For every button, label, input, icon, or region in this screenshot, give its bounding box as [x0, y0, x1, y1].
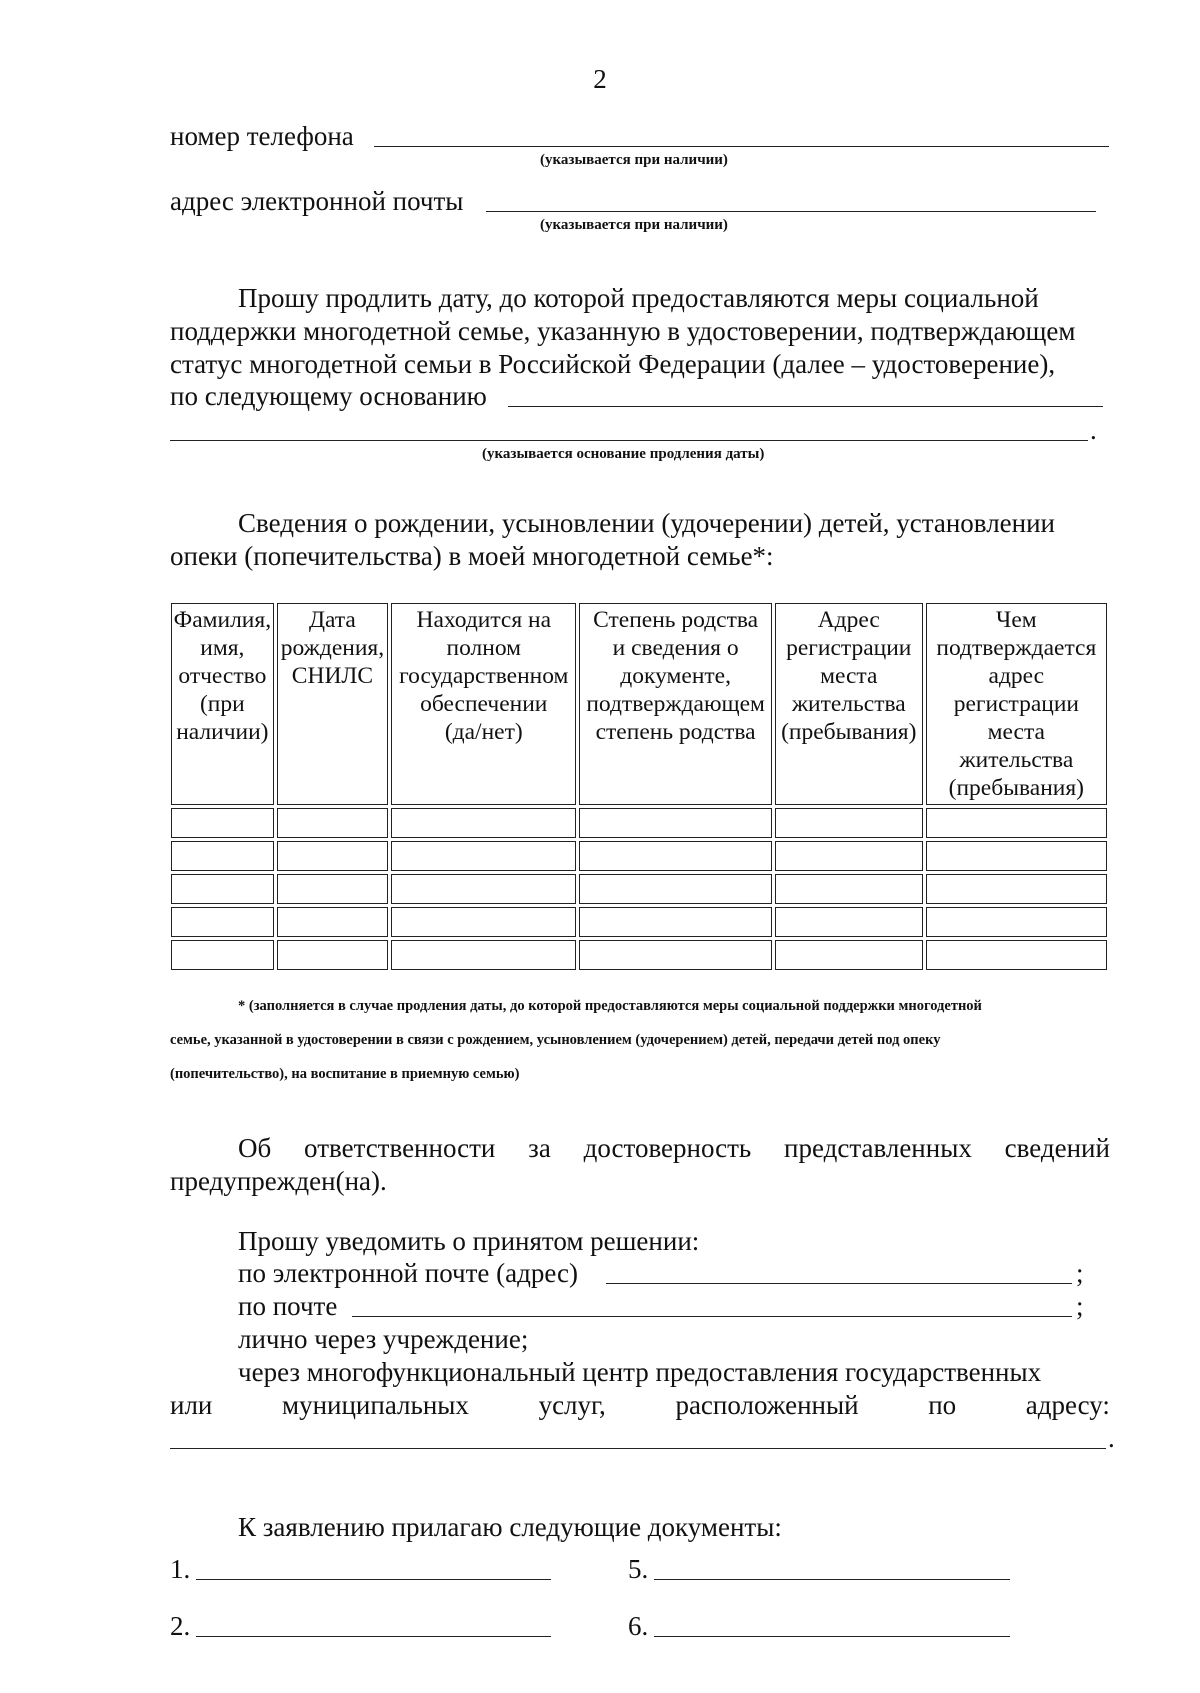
- notify-mail-field[interactable]: [352, 1316, 1072, 1317]
- footnote-line-1: * (заполняется в случае продления даты, до которой предоставляются меры социальной поддержки многодетной: [238, 998, 982, 1014]
- page-number: 2: [593, 64, 607, 94]
- table-header-row: [171, 603, 1107, 805]
- table-row: [171, 907, 1107, 937]
- table-cell[interactable]: [579, 841, 771, 871]
- table-cell[interactable]: [775, 841, 923, 871]
- table-cell[interactable]: [775, 808, 923, 838]
- email-field[interactable]: [486, 211, 1096, 212]
- table-row: [171, 808, 1107, 838]
- table-cell[interactable]: [171, 874, 274, 904]
- table-cell[interactable]: [171, 907, 274, 937]
- table-cell[interactable]: [926, 808, 1107, 838]
- header-address: Адрес регистрации места жительства (пребывания): [775, 603, 923, 805]
- notify-mfc-line-2: или муниципальных услуг, расположенный по адресу:: [170, 1390, 1110, 1420]
- header-full-name: Фамилия, имя, отчество (при наличии): [171, 603, 274, 805]
- attachment-6-number: 6.: [628, 1611, 649, 1641]
- basis-hint: (указывается основание продления даты): [482, 446, 765, 462]
- notify-by-mail-label: по почте: [238, 1291, 338, 1321]
- attachments-title: К заявлению прилагаю следующие документы:: [238, 1512, 782, 1542]
- table-cell[interactable]: [775, 874, 923, 904]
- request-line-3: статус многодетной семьи в Российской Федерации (далее – удостоверение),: [170, 349, 1056, 379]
- attachment-2-number: 2.: [170, 1611, 191, 1641]
- attachment-1-field[interactable]: [196, 1579, 551, 1580]
- attachment-5-field[interactable]: [654, 1579, 1010, 1580]
- basis-end-dot: .: [1090, 415, 1097, 445]
- table-cell[interactable]: [391, 940, 576, 970]
- notify-email-field[interactable]: [606, 1283, 1072, 1284]
- header-address-proof: Чем подтверждается адрес регистрации места жительства (пребывания): [926, 603, 1107, 805]
- attachment-2-field[interactable]: [196, 1636, 551, 1637]
- notify-mail-semicolon: ;: [1076, 1291, 1084, 1321]
- header-birth-date: Дата рождения, СНИЛС: [277, 603, 388, 805]
- request-line-4: по следующему основанию: [170, 381, 487, 411]
- table-cell[interactable]: [171, 808, 274, 838]
- table-cell[interactable]: [391, 808, 576, 838]
- attachment-1-number: 1.: [170, 1554, 191, 1584]
- notify-by-email-label: по электронной почте (адрес): [238, 1258, 578, 1288]
- attachment-5-number: 5.: [628, 1554, 649, 1584]
- table-cell[interactable]: [391, 841, 576, 871]
- basis-field-2[interactable]: [170, 440, 1088, 441]
- table-cell[interactable]: [579, 874, 771, 904]
- table-cell[interactable]: [277, 874, 388, 904]
- table-cell[interactable]: [277, 808, 388, 838]
- table-cell[interactable]: [926, 841, 1107, 871]
- notify-mfc-line-1: через многофункциональный центр предоставления государственных: [238, 1357, 1042, 1387]
- children-info-line-1: Сведения о рождении, усыновлении (удочерении) детей, установлении: [238, 508, 1056, 538]
- table-cell[interactable]: [277, 907, 388, 937]
- table-cell[interactable]: [277, 940, 388, 970]
- table-cell[interactable]: [171, 841, 274, 871]
- notify-title: Прошу уведомить о принятом решении:: [238, 1226, 700, 1256]
- table-cell[interactable]: [171, 940, 274, 970]
- responsibility-line-1: Об ответственности за достоверность представленных сведений: [238, 1133, 1110, 1163]
- responsibility-line-2: предупрежден(на).: [170, 1166, 387, 1196]
- table-row: [171, 841, 1107, 871]
- table-cell[interactable]: [775, 940, 923, 970]
- table-cell[interactable]: [579, 808, 771, 838]
- notify-in-person: лично через учреждение;: [238, 1324, 529, 1354]
- email-label: адрес электронной почты: [170, 186, 464, 216]
- header-relationship: Степень родства и сведения о документе, подтверждающем степень родства: [579, 603, 771, 805]
- table-cell[interactable]: [391, 907, 576, 937]
- table-row: [171, 940, 1107, 970]
- email-hint: (указывается при наличии): [540, 217, 728, 233]
- table-cell[interactable]: [926, 907, 1107, 937]
- table-cell[interactable]: [579, 940, 771, 970]
- table-row: [171, 874, 1107, 904]
- mfc-address-field[interactable]: [170, 1448, 1106, 1449]
- footnote-line-2: семье, указанной в удостоверении в связи с рождением, усыновлением (удочерением) детей, передачи детей под опеку: [170, 1032, 941, 1048]
- footnote-line-3: (попечительство), на воспитание в приемную семью): [170, 1066, 520, 1082]
- table-cell[interactable]: [775, 907, 923, 937]
- table-cell[interactable]: [926, 874, 1107, 904]
- phone-label: номер телефона: [170, 121, 354, 151]
- table-cell[interactable]: [926, 940, 1107, 970]
- phone-field[interactable]: [374, 146, 1109, 147]
- table-cell[interactable]: [277, 841, 388, 871]
- children-table: [168, 600, 1110, 973]
- table-cell[interactable]: [579, 907, 771, 937]
- notify-email-semicolon: ;: [1076, 1258, 1084, 1288]
- children-info-line-2: опеки (попечительства) в моей многодетной семье*:: [170, 541, 774, 571]
- basis-field-1[interactable]: [508, 406, 1103, 407]
- table-cell[interactable]: [391, 874, 576, 904]
- attachment-6-field[interactable]: [654, 1636, 1010, 1637]
- request-line-2: поддержки многодетной семье, указанную в удостоверении, подтверждающем: [170, 316, 1076, 346]
- request-line-1: Прошу продлить дату, до которой предоставляются меры социальной: [238, 283, 1039, 313]
- phone-hint: (указывается при наличии): [540, 152, 728, 168]
- header-state-support: Находится на полном государственном обеспечении (да/нет): [391, 603, 576, 805]
- mfc-end-dot: .: [1108, 1423, 1115, 1453]
